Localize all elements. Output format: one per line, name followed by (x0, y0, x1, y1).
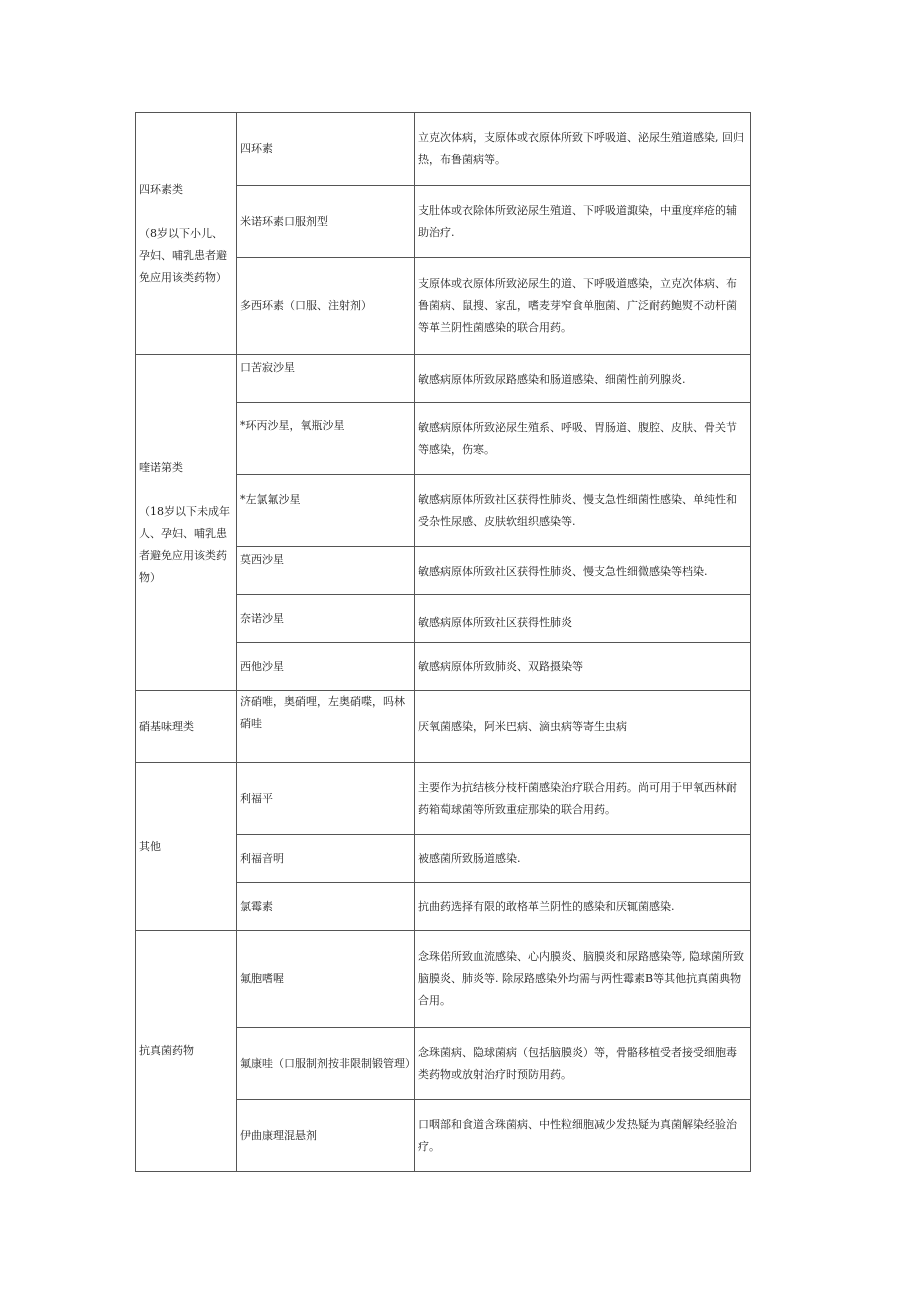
indication: 支肚体或衣除体所致泌尿生殖道、下呼吸道諏染，中重度痒疮的辅助治疗. (415, 186, 751, 258)
category-cell (136, 691, 237, 763)
category-name: 其他 (139, 839, 161, 853)
drug-name: 莫西沙星 (237, 547, 415, 595)
drug-name: 米诺环素口服剂型 (237, 186, 415, 258)
indication: 支原体或衣原体所致泌尿生的道、下呼吸道感染，立克次体病、布鲁菌病、鼠搜、家乱，嗜麦芽窄食单胞菌、广泛耐药鲍熨不动杆菌等革兰阴性菌感染的联合用药。 (415, 258, 751, 355)
drug-name: 伊曲康理混悬剂 (237, 1100, 415, 1172)
indication: 敏感病原体所致泌尿生殖系、呼吸、胃肠道、腹腔、皮肤、骨关节等感染，伤寒。 (415, 403, 751, 475)
indication: 被感菌所致肠道感染. (415, 835, 751, 883)
indication: 念珠菌病、隐球菌病（包括脑膜炎）等，骨骼移植受者接受细胞毒类药物或放射治疗时预防用药。 (415, 1028, 751, 1100)
category-cell (136, 763, 237, 931)
category-name: 四环素类 (139, 182, 183, 196)
category-name: 抗真菌药物 (139, 1044, 194, 1057)
indication: 敏感病原体所致社区获得性肺炎 (415, 595, 751, 643)
table-row (136, 113, 751, 186)
drug-name: 氟胞嗜喔 (237, 931, 415, 1028)
table-row (136, 691, 751, 763)
table-row (136, 931, 751, 1028)
table-row (136, 763, 751, 835)
drug-name: 氯霉素 (237, 883, 415, 931)
indication: 敏感病原体所致社区获得性肺炎、慢支急性细微感染等档染. (415, 547, 751, 595)
category-cell (136, 113, 237, 355)
drug-table (135, 112, 751, 1172)
indication: 念珠偌所致血流感染、心内膜炎、脑膜炎和尿路感染等, 隐球菌所致脑膜炎、肺炎等. 除尿路感染外均需与两性霉素B等其他抗真菌典物合用。 (415, 931, 751, 1028)
category-name: 喹诺第类 (139, 460, 183, 474)
drug-name: 利福音明 (237, 835, 415, 883)
indication: 敏感病原体所致肺炎、双路摄染等 (415, 643, 751, 691)
indication: 厌氧菌感染，阿米巴病、滴虫病等寄生虫病 (415, 691, 751, 763)
drug-name: 济硝唯，奥硝哩，左奥硝喋，吗林硝哇 (237, 691, 415, 763)
drug-name: 利福平 (237, 763, 415, 835)
indication: 立克次体病，支原体或衣原体所致下呼吸道、泌尿生殖道感染, 回归热，布鲁菌病等。 (415, 113, 751, 186)
drug-name: 四环素 (237, 113, 415, 186)
drug-name: 口苦寂沙星 (237, 355, 415, 403)
indication: 主要作为抗结核分枝杆菌感染治疗联合用药。尚可用于甲氧西林耐药箱萄球菌等所致重症那染的联合用药。 (415, 763, 751, 835)
category-cell (136, 931, 237, 1172)
table-row (136, 355, 751, 403)
drug-name: 奈诺沙星 (237, 595, 415, 643)
drug-name: 西他沙星 (237, 643, 415, 691)
indication: 口咽部和食道含珠菌病、中性粒细胞减少发热疑为真菌解染经验治疗。 (415, 1100, 751, 1172)
drug-name: 氟康哇（口服制剂按非限制锻管理） (237, 1028, 415, 1100)
drug-name: 多西环素（口服、注射剂） (237, 258, 415, 355)
category-name: 硝基味理类 (139, 719, 194, 733)
indication: 敏感病原体所致社区获得性肺炎、慢支急性细菌性感染、单纯性和受杂性尿感、皮肤软组织感染等. (415, 475, 751, 547)
category-note: （8岁以下小儿、孕妇、哺乳患者避免应用该类药物） (139, 226, 227, 284)
indication: 抗曲药选择有限的敢格革兰阴性的感染和厌辄菌感染. (415, 883, 751, 931)
category-note: （18岁以下未成年人、孕妇、哺乳患者避免应用该类药物） (139, 504, 230, 584)
indication: 敏感病原体所致尿路感染和肠道感染、细菌性前列腺炎. (415, 355, 751, 403)
drug-name: *环丙沙星，氧瓶沙星 (237, 403, 415, 475)
drug-name: *左氯氟沙星 (237, 475, 415, 547)
category-cell (136, 355, 237, 691)
